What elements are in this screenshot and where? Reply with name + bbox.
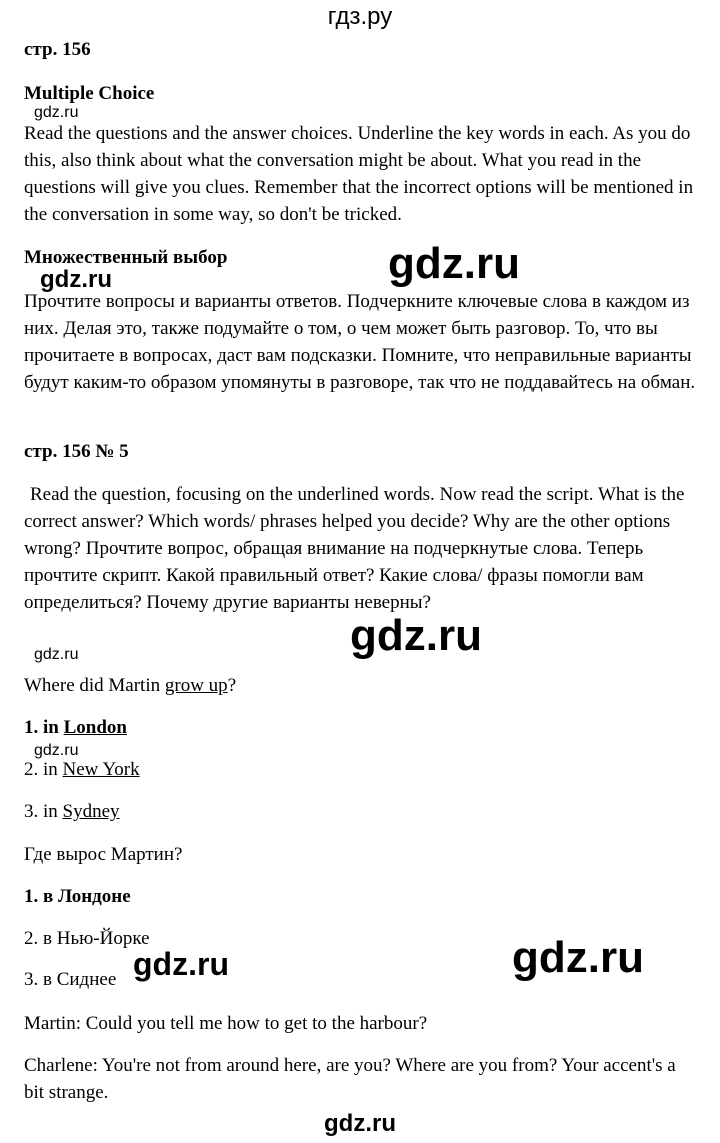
option-russian-3: 3. в Сиднее (24, 969, 117, 990)
option-place: London (63, 717, 127, 738)
watermark-footer: gdz.ru (324, 1110, 396, 1137)
question-key-words: grow up (164, 675, 228, 696)
watermark-medium: gdz.ru (133, 946, 229, 982)
question-english (24, 672, 236, 699)
paragraph-english: Read the questions and the answer choices. Underline the key words in each. As you do this, also think about what the conversation might be about. What you read in the questions will give you clues. Remember that the incorrect options will be mentioned in the conversation in some way, so don't be tricked. (24, 123, 694, 225)
watermark-large: gdz.ru (512, 933, 644, 982)
heading-russian: Множественный выбор (24, 247, 228, 268)
option-place: Sydney (62, 801, 120, 822)
option-russian-1: 1. в Лондоне (24, 886, 131, 907)
question-mark: ? (227, 675, 237, 696)
watermark-small: gdz.ru (34, 742, 79, 759)
watermark-large: gdz.ru (388, 239, 520, 288)
exercise-reference: стр. 156 № 5 (24, 441, 129, 462)
paragraph-russian: Прочтите вопросы и варианты ответов. Подчеркните ключевые слова в каждом из них. Делая это, также подумайте о том, о чем может быть разговор. То, что вы прочитаете в вопросах, даст вам подсказки. Помните, что неправильные варианты будут каким-то образом упомянуты в разговоре, так что не поддавайтесь на обман. (24, 291, 696, 393)
page-reference: стр. 156 (24, 39, 91, 60)
site-header: гдз.ру (327, 3, 393, 30)
watermark-large: gdz.ru (350, 611, 482, 660)
question-russian: Где вырос Мартин? (24, 844, 183, 865)
heading-multiple-choice: Multiple Choice (24, 83, 155, 104)
question-text: Where did Martin (24, 675, 165, 696)
watermark-small: gdz.ru (34, 104, 79, 121)
exercise-instructions: Read the question, focusing on the underlined words. Now read the script. What is the correct answer? Which words/ phrases helped you decide? Why are the other options wrong? Прочтите вопрос, обращая внимание на подчеркнутые слова. Теперь прочтите скрипт. Какой правильный ответ? Какие слова/ фразы помогли вам определиться? Почему другие варианты неверны? (24, 484, 685, 613)
option-place: New York (62, 759, 140, 780)
option-english-3 (24, 798, 120, 825)
dialogue-line-martin: Martin: Could you tell me how to get to the harbour? (24, 1013, 428, 1034)
watermark-medium: gdz.ru (40, 266, 112, 293)
option-number: 3. in (24, 801, 63, 822)
option-number: 1. in (24, 717, 64, 738)
dialogue-line-charlene: Charlene: You're not from around here, are you? Where are you from? Your accent's a bit strange. (24, 1055, 676, 1103)
option-number: 2. in (24, 759, 63, 780)
option-english-2 (24, 756, 140, 783)
option-english-1 (24, 714, 127, 741)
option-russian-2: 2. в Нью-Йорке (24, 928, 150, 949)
watermark-small: gdz.ru (34, 646, 79, 663)
